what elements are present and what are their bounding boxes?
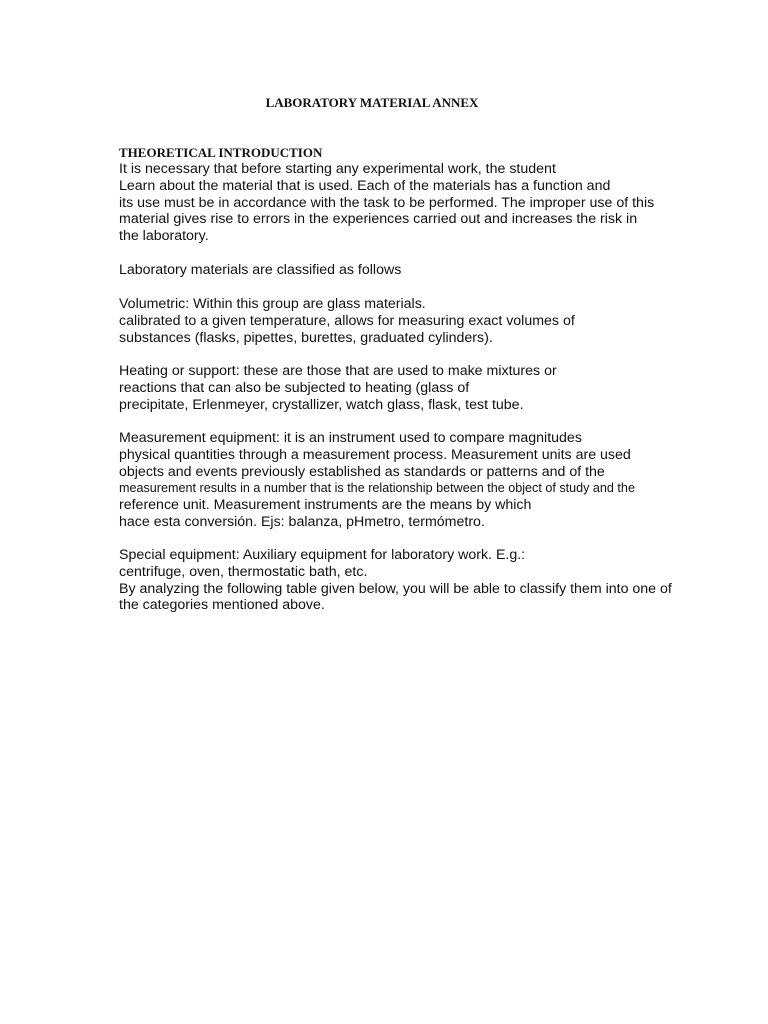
text-line: Special equipment: Auxiliary equipment for laboratory work. E.g.: bbox=[119, 547, 526, 563]
text-line: measurement results in a number that is the relationship between the object of study and the bbox=[119, 481, 635, 496]
text-line: its use must be in accordance with the task to be performed. The improper use of this bbox=[119, 194, 655, 211]
text-line: objects and events previously established as standards or patterns and of the bbox=[119, 463, 605, 480]
paragraph-measurement-equipment bbox=[119, 430, 759, 531]
text-line: reference unit. Measurement instruments are the means by which bbox=[119, 497, 532, 514]
text-line: Learn about the material that is used. Each of the materials has a function and bbox=[119, 177, 611, 194]
text-line: material gives rise to errors in the experiences carried out and increases the risk in bbox=[119, 211, 638, 228]
document-title: LABORATORY MATERIAL ANNEX bbox=[265, 95, 479, 110]
text-line: reactions that can also be subjected to heating (glass of bbox=[119, 379, 470, 396]
text-line: physical quantities through a measurement process. Measurement units are used bbox=[119, 446, 631, 463]
text-line: substances (flasks, pipettes, burettes, graduated cylinders). bbox=[119, 329, 493, 346]
text-line: centrifuge, oven, thermostatic bath, etc. bbox=[119, 563, 368, 580]
text-line: By analyzing the following table given below, you will be able to classify them into one of bbox=[119, 580, 672, 597]
paragraph-introduction bbox=[119, 161, 759, 245]
paragraph-classification bbox=[119, 262, 759, 279]
paragraph-volumetric bbox=[119, 296, 759, 346]
text-line: calibrated to a given temperature, allows for measuring exact volumes of bbox=[119, 312, 575, 329]
text-line: It is necessary that before starting any experimental work, the student bbox=[119, 161, 556, 177]
text-line: Measurement equipment: it is an instrument used to compare magnitudes bbox=[119, 430, 582, 446]
paragraph-heating-support bbox=[119, 363, 759, 413]
text-line: Heating or support: these are those that are used to make mixtures or bbox=[119, 363, 557, 379]
text-line: precipitate, Erlenmeyer, crystallizer, watch glass, flask, test tube. bbox=[119, 396, 524, 413]
text-line: hace esta conversión. Ejs: balanza, pHmetro, termómetro. bbox=[119, 513, 485, 530]
text-line: Laboratory materials are classified as follows bbox=[119, 262, 402, 278]
text-line: the laboratory. bbox=[119, 228, 209, 245]
text-line: Volumetric: Within this group are glass materials. bbox=[119, 296, 426, 312]
section-heading: THEORETICAL INTRODUCTION bbox=[119, 145, 323, 160]
paragraph-special-equipment bbox=[119, 547, 759, 614]
text-line: the categories mentioned above. bbox=[119, 597, 325, 614]
